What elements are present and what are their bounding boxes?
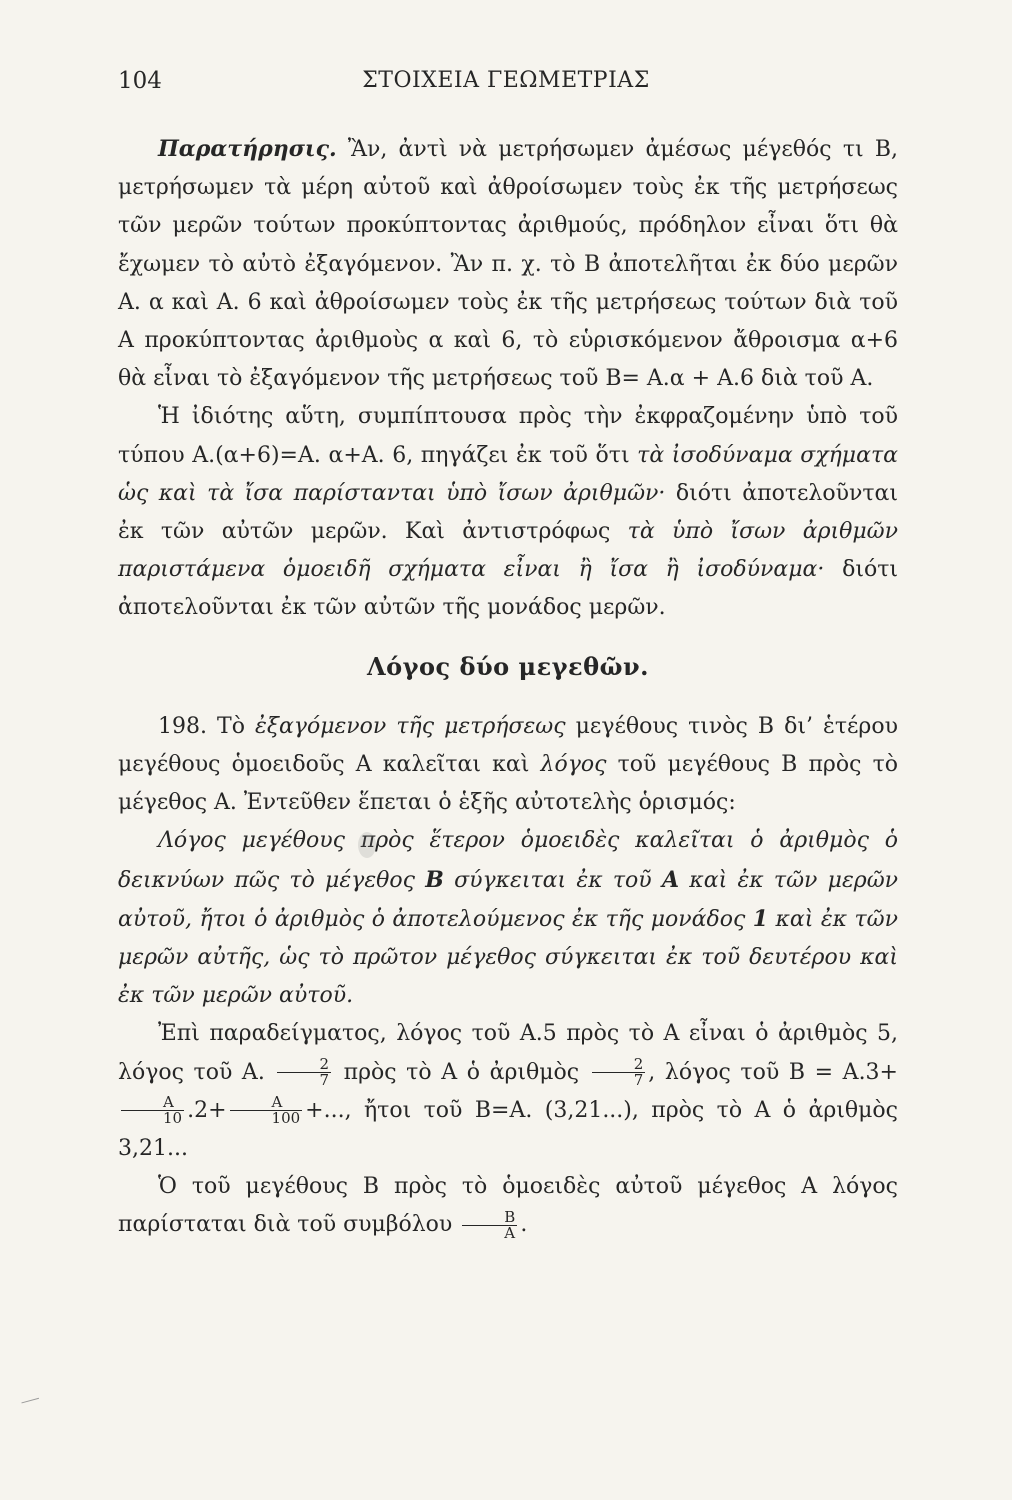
symbol-text-2: . [520,1212,528,1238]
property-italic-1: τὰ ἰσοδύναμα σχήματα ὡς καὶ τὰ ἴσα παρίστανται ὑπὸ ἴσων ἀριθμῶν· [118,442,898,506]
symbol-text-1: Ὁ τοῦ μεγέθους Β πρὸς τὸ ὁμοειδὲς αὐτοῦ μέγεθος Α λόγος παρίσταται διὰ τοῦ συμβόλου [118,1174,898,1238]
definition-bold-b: Β [425,866,444,893]
article-italic-2: λόγος [540,752,607,778]
fraction-numerator: 2 [592,1057,646,1073]
running-title: ΣΤΟΙΧΕΙΑ ΓΕΩΜΕΤΡΙΑΣ [362,68,650,93]
article-text-1: Τὸ [217,713,245,739]
example-text-1: Ἐπὶ παραδείγματος, λόγος τοῦ Α.5 πρὸς τὸ Α εἶναι ὁ ἀριθμὸς 5, λόγος τοῦ Α. [118,1021,898,1085]
definition-italic-1: Λόγος μεγέθους πρὸς ἕτερον ὁμοειδὲς καλεῖται ὁ ἀριθμὸς ὁ δεικνύων πῶς τὸ μέγεθος [118,828,898,893]
definition-bold-1: 1 [752,905,769,932]
property-paragraph [118,398,898,627]
fraction-a-10 [121,1095,184,1126]
fraction-2-7-a [277,1057,331,1088]
property-text-1: Ἡ ἰδιότης αὕτη, συμπίπτουσα πρὸς τὴν ἐκφραζομένην ὑπὸ τοῦ τύπου Α.(α+6)=Α. α+Α. 6, πηγάζει ἐκ τοῦ ὅτι [118,404,898,468]
fraction-denominator: 7 [319,1071,329,1090]
fraction-b-over-a [462,1207,517,1242]
fraction-denominator: 10 [163,1109,183,1128]
property-italic-2: τὰ ὑπὸ ἴσων ἀριθμῶν παριστάμενα ὁμοειδῆ σχήματα εἶναι ἢ ἴσα ἢ ἰσοδύναμα· [118,519,898,583]
property-text-2: διότι ἀποτελοῦνται ἐκ τῶν αὐτῶν μερῶν. Καὶ ἀντιστρόφως [118,480,898,545]
fraction-numerator: Β [462,1210,517,1226]
fraction-2-7-b [592,1057,646,1088]
page-body [118,130,898,1245]
definition-italic-4: καὶ ἐκ τῶν μερῶν αὐτῆς, ὡς τὸ πρῶτον μέγεθος σύγκειται ἐκ τοῦ δευτέρου καὶ ἐκ τῶν μερῶν αὐτοῦ. [118,906,898,1009]
fraction-a-100 [230,1095,303,1126]
article-number: 198. [158,713,207,739]
fraction-denominator: 100 [271,1109,301,1128]
fraction-denominator: 7 [633,1071,644,1090]
example-text-4: .2+ [187,1097,227,1123]
definition-bold-a: Α [661,866,680,893]
fraction-numerator: Α [121,1095,184,1111]
fraction-numerator: 2 [277,1057,331,1073]
property-text-3: διότι ἀποτελοῦνται ἐκ τῶν αὐτῶν τῆς μονάδος μερῶν. [118,557,898,621]
symbol-paragraph [118,1168,898,1244]
page-number: 104 [118,68,162,94]
ink-smudge [358,832,376,858]
definition-italic-3: καὶ ἐκ τῶν μερῶν αὐτοῦ, ἤτοι ὁ ἀριθμὸς ὁ ἀποτελούμενος ἐκ τῆς μονάδος [118,867,899,932]
section-title: Λόγος δύο μεγεθῶν. [367,651,649,681]
example-paragraph [118,1015,898,1168]
example-text-3: , λόγος τοῦ Β = Α.3+ [648,1059,898,1085]
article-paragraph [118,708,898,823]
article-text-3: τοῦ μεγέθους Β πρὸς τὸ μέγεθος Α. Ἐντεῦθεν ἕπεται ὁ ἑξῆς αὐτοτελὴς ὁρισμός: [118,752,898,816]
definition-paragraph [118,822,898,1015]
fraction-denominator: Α [504,1223,516,1242]
example-text-5: +..., ἤτοι τοῦ Β=Α. (3,21...), πρὸς τὸ Α ὁ ἀριθμὸς 3,21... [118,1097,898,1162]
remark-label: Παρατήρησις. [158,136,337,162]
remark-text: Ἂν, ἀντὶ νὰ μετρήσωμεν ἀμέσως μέγεθός τι Β, μετρήσωμεν τὰ μέρη αὐτοῦ καὶ ἀθροίσωμεν τοὺς ἐκ τῆς μετρήσεως τῶν μερῶν τούτων προκύπτοντας ἀριθμούς, πρόδηλον εἶναι ὅτι θὰ ἔχωμεν τὸ αὐτὸ ἐξαγόμενον. Ἂν π. χ. τὸ Β ἀποτελῆται ἐκ δύο μερῶν Α. α καὶ Α. 6 καὶ ἀθροίσωμεν τοὺς ἐκ τῆς μετρήσεως τούτων διὰ τοῦ Α προκύπτοντας ἀριθμοὺς α καὶ 6, τὸ εὑρισκόμενον ἄθροισμα α+6 θὰ εἶναι τὸ ἐξαγόμενον τῆς μετρήσεως τοῦ Β= Α.α + Α.6 διὰ τοῦ Α. [118,137,898,392]
fraction-numerator: Α [230,1095,303,1111]
remark-paragraph [118,130,898,398]
margin-mark [21,1398,40,1409]
page-header [118,68,894,104]
article-italic-1: ἐξαγόμενον τῆς μετρήσεως [255,713,566,739]
definition-italic-2: σύγκειται ἐκ τοῦ [454,867,652,893]
example-text-2: πρὸς τὸ Α ὁ ἀριθμὸς [343,1059,580,1085]
article-text-2: μεγέθους τινὸς Β δι’ ἑτέρου μεγέθους ὁμοειδοῦς Α καλεῖται καὶ [118,713,898,778]
